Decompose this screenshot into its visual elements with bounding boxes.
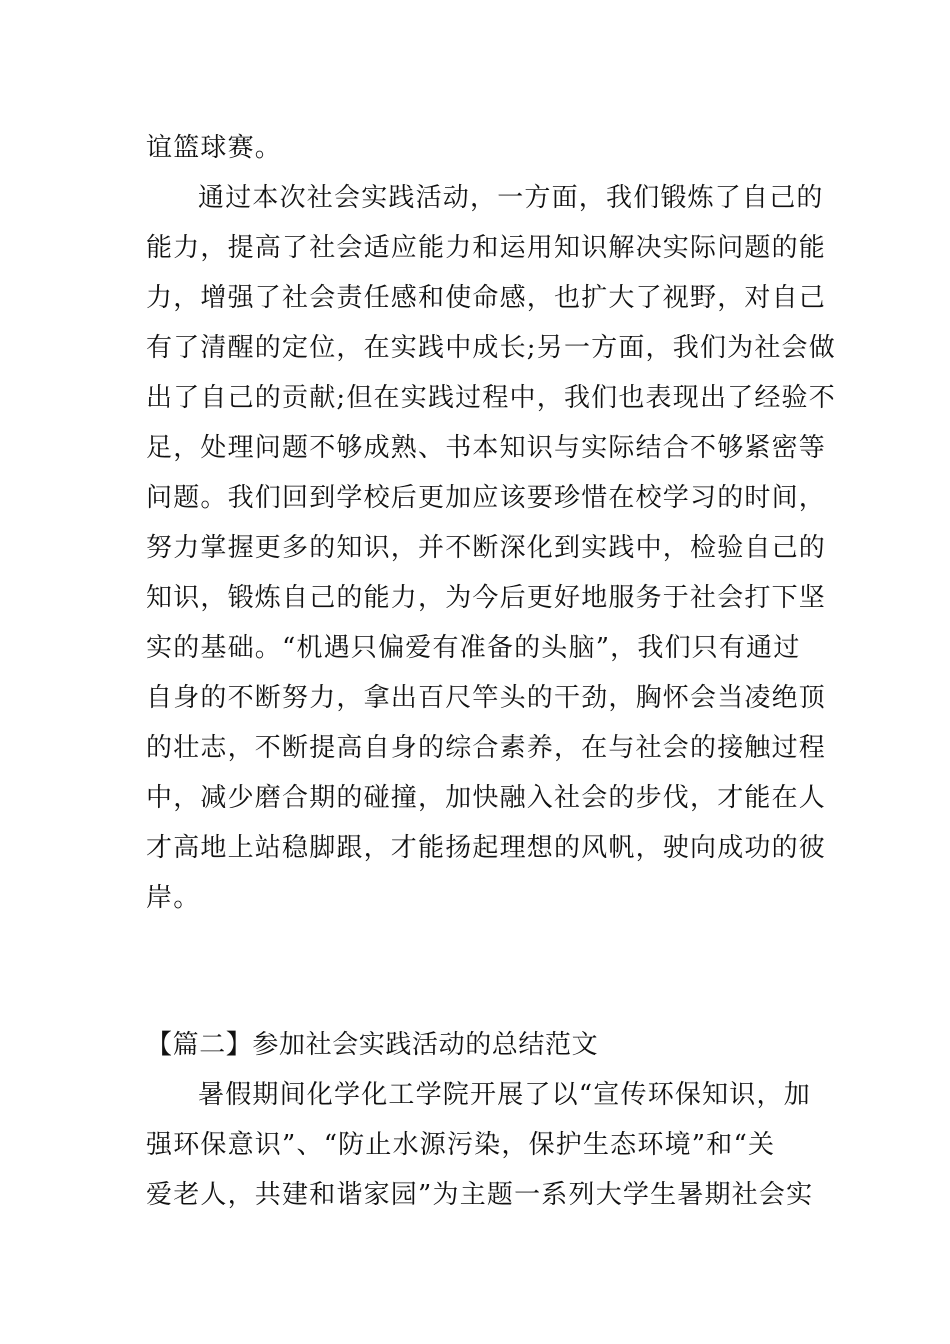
paragraph-line: 有了清醒的定位，在实践中成长;另一方面，我们为社会做 [146, 333, 836, 363]
paragraph-line: 实的基础。“机遇只偏爱有准备的头脑”，我们只有通过 [146, 633, 801, 663]
paragraph-line: 努力掌握更多的知识，并不断深化到实践中，检验自己的 [146, 533, 827, 563]
paragraph-line: 强环保意识”、“防止水源污染，保护生态环境”和“关 [146, 1130, 776, 1160]
paragraph-line: 出了自己的贡献;但在实践过程中，我们也表现出了经验不 [146, 383, 836, 413]
paragraph-line: 问题。我们回到学校后更加应该要珍惜在校学习的时间， [146, 483, 827, 513]
paragraph-line: 暑假期间化学化工学院开展了以“宣传环保知识，加 [198, 1080, 811, 1110]
paragraph-line: 的壮志，不断提高自身的综合素养，在与社会的接触过程 [146, 733, 827, 763]
paragraph-line: 通过本次社会实践活动，一方面，我们锻炼了自己的 [198, 183, 824, 213]
section-heading: 【篇二】参加社会实践活动的总结范文 [146, 1030, 599, 1060]
paragraph-line: 自身的不断努力，拿出百尺竿头的干劲，胸怀会当凌绝顶 [146, 683, 827, 713]
paragraph-line: 知识，锻炼自己的能力，为今后更好地服务于社会打下坚 [146, 583, 827, 613]
paragraph-line: 爱老人，共建和谐家园”为主题一系列大学生暑期社会实 [146, 1180, 814, 1210]
paragraph-line: 谊篮球赛。 [146, 133, 283, 163]
paragraph-line: 中，减少磨合期的碰撞，加快融入社会的步伐，才能在人 [146, 783, 827, 813]
paragraph-line: 力，增强了社会责任感和使命感，也扩大了视野，对自己 [146, 283, 827, 313]
paragraph-line: 足，处理问题不够成熟、书本知识与实际结合不够紧密等 [146, 433, 827, 463]
paragraph-line: 能力，提高了社会适应能力和运用知识解决实际问题的能 [146, 233, 827, 263]
paragraph-line: 岸。 [146, 883, 201, 913]
paragraph-line: 才高地上站稳脚跟，才能扬起理想的风帆，驶向成功的彼 [146, 833, 827, 863]
